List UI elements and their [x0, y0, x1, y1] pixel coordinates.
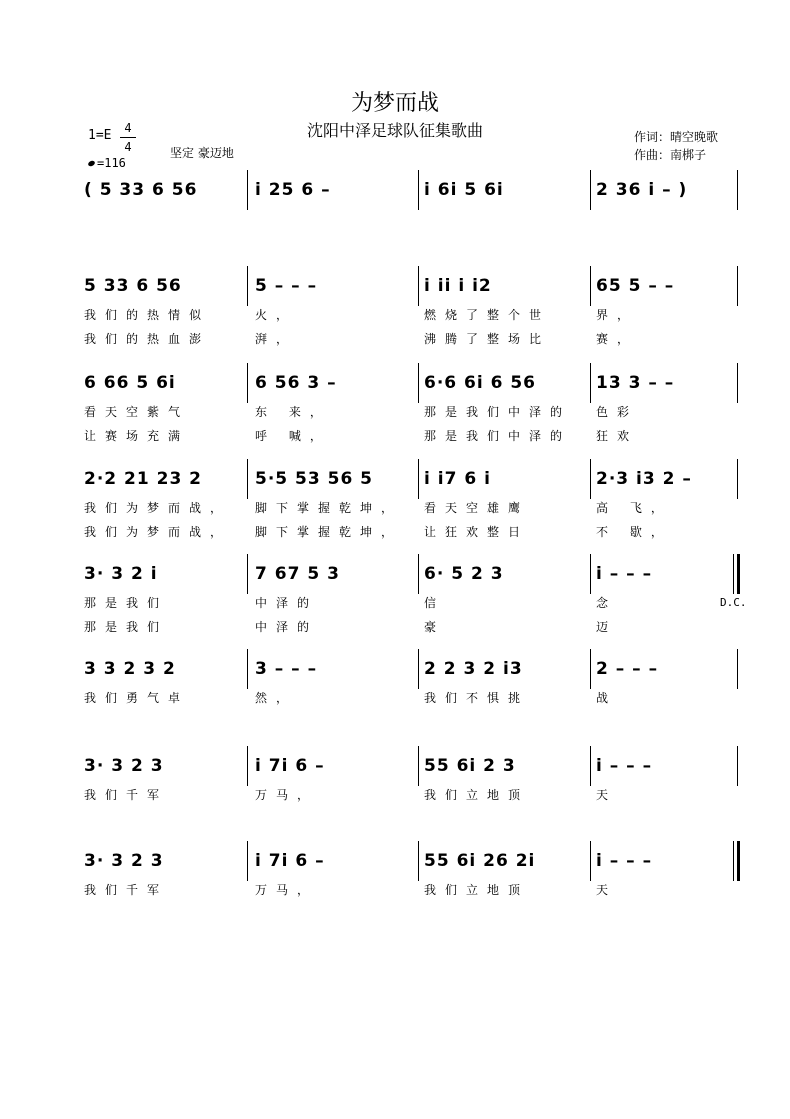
- lyric-text: 我们的热情似: [84, 308, 211, 322]
- barline: [737, 459, 738, 499]
- lyric-text: 看天空紫气: [84, 405, 190, 419]
- lyric-text: 湃，: [255, 332, 298, 346]
- measure-notes: 3 3 2 3 2: [84, 659, 176, 679]
- lyric-text: 天: [596, 788, 618, 802]
- measure-notes: 2 36 i – ): [596, 180, 688, 200]
- lyric-text: 那是我们: [84, 620, 169, 634]
- lyric-text: 沸腾了整场比: [424, 332, 551, 346]
- barline: [737, 363, 738, 403]
- lyric-text: 万马，: [255, 788, 319, 802]
- measure-notes: i ii i i2: [424, 276, 492, 296]
- lyric-text: 然，: [255, 691, 298, 705]
- measure-notes: 6·6 6i 6 56: [424, 373, 537, 393]
- measure-notes: i – – –: [596, 564, 653, 584]
- barline: [418, 554, 419, 594]
- lyric-text: 看天空雄鹰: [424, 501, 530, 515]
- song-title: 为梦而战: [350, 91, 439, 116]
- lyric-text: 我们立地顶: [424, 788, 530, 802]
- lyric-text: 脚下掌握乾坤，: [255, 525, 403, 539]
- barline: [590, 266, 591, 306]
- barline: [247, 841, 248, 881]
- lyric-text: 我们为梦而战，: [84, 525, 232, 539]
- lyric-text: 呼 喊，: [255, 429, 331, 443]
- lyric-text: 我们立地顶: [424, 883, 530, 897]
- lyric-text: 东 来，: [255, 405, 331, 419]
- lyric-text: 我们为梦而战，: [84, 501, 232, 515]
- barline: [418, 266, 419, 306]
- lyric-text: 高 飞，: [596, 501, 672, 515]
- barline: [590, 554, 591, 594]
- measure-notes: 2 – – –: [596, 659, 659, 679]
- lyric-text: 让狂欢整日: [424, 525, 530, 539]
- barline: [737, 554, 740, 594]
- lyric-text: 我们千军: [84, 883, 169, 897]
- lyric-text: 迈: [596, 620, 618, 634]
- tempo-marking: [88, 156, 126, 170]
- lyric-text: 战: [596, 691, 618, 705]
- barline: [247, 363, 248, 403]
- lyric-text: 那是我们中泽的: [424, 405, 572, 419]
- measure-notes: 2·3 i3 2 –: [596, 469, 692, 489]
- time-signature: [120, 120, 136, 155]
- lyric-text: 那是我们: [84, 596, 169, 610]
- measure-notes: 5 – – –: [255, 276, 318, 296]
- measure-notes: 3· 3 2 3: [84, 851, 164, 871]
- key-signature: 1=E: [88, 128, 112, 143]
- lyric-text: 万马，: [255, 883, 319, 897]
- measure-notes: 6· 5 2 3: [424, 564, 504, 584]
- measure-notes: i 6i 5 6i: [424, 180, 504, 200]
- barline: [590, 746, 591, 786]
- barline: [418, 170, 419, 210]
- barline: [737, 266, 738, 306]
- tempo-value: =116: [97, 156, 126, 170]
- barline: [590, 459, 591, 499]
- measure-notes: i – – –: [596, 851, 653, 871]
- measure-notes: 2·2 21 23 2: [84, 469, 203, 489]
- measure-notes: i 7i 6 –: [255, 756, 325, 776]
- lyric-text: 我们的热血澎: [84, 332, 211, 346]
- expression-marking: 坚定 豪迈地: [170, 146, 234, 160]
- lyric-text: 让赛场充满: [84, 429, 190, 443]
- measure-notes: 2 2 3 2 i3: [424, 659, 523, 679]
- song-subtitle: 沈阳中泽足球队征集歌曲: [306, 121, 483, 140]
- barline: [418, 649, 419, 689]
- measure-notes: 65 5 – –: [596, 276, 675, 296]
- barline: [247, 554, 248, 594]
- measure-notes: ( 5 33 6 56: [84, 180, 198, 200]
- lyricist-credit: 作词：晴空晚歌: [634, 130, 719, 144]
- barline: [590, 363, 591, 403]
- barline: [247, 459, 248, 499]
- final-barline: [733, 841, 734, 881]
- barline: [737, 649, 738, 689]
- lyric-text: 狂欢: [596, 429, 639, 443]
- lyric-text: 我们不惧挑: [424, 691, 530, 705]
- measure-notes: 3· 3 2 i: [84, 564, 158, 584]
- barline: [247, 170, 248, 210]
- barline: [590, 170, 591, 210]
- lyric-text: 赛，: [596, 332, 639, 346]
- lyric-text: 不 歇，: [596, 525, 672, 539]
- lyric-text: 念: [596, 596, 618, 610]
- measure-notes: 5 33 6 56: [84, 276, 182, 296]
- lyric-text: 中泽的: [255, 620, 319, 634]
- time-signature-bottom: 4: [124, 140, 132, 154]
- lyric-text: 信: [424, 596, 446, 610]
- measure-notes: 6 56 3 –: [255, 373, 337, 393]
- measure-notes: 6 66 5 6i: [84, 373, 176, 393]
- barline: [737, 746, 738, 786]
- lyric-text: 火，: [255, 308, 298, 322]
- barline: [247, 649, 248, 689]
- barline: [418, 841, 419, 881]
- barline: [418, 746, 419, 786]
- measure-notes: 13 3 – –: [596, 373, 675, 393]
- measure-notes: i 7i 6 –: [255, 851, 325, 871]
- final-barline: [733, 554, 734, 594]
- composer-credit: 作曲：南梆子: [634, 148, 707, 162]
- lyric-text: 脚下掌握乾坤，: [255, 501, 403, 515]
- lyric-text: 燃烧了整个世: [424, 308, 551, 322]
- time-signature-top: 4: [124, 121, 132, 135]
- barline: [247, 746, 248, 786]
- barline: [418, 459, 419, 499]
- barline: [737, 170, 738, 210]
- da-capo-marking: D.C.: [720, 596, 747, 609]
- measure-notes: i i7 6 i: [424, 469, 491, 489]
- lyric-text: 豪: [424, 620, 446, 634]
- barline: [737, 841, 740, 881]
- lyric-text: 中泽的: [255, 596, 319, 610]
- lyric-text: 天: [596, 883, 618, 897]
- measure-notes: i – – –: [596, 756, 653, 776]
- lyric-text: 我们勇气卓: [84, 691, 190, 705]
- measure-notes: 5·5 53 56 5: [255, 469, 374, 489]
- lyric-text: 我们千军: [84, 788, 169, 802]
- quarter-note-icon: [87, 160, 95, 167]
- measure-notes: 3 – – –: [255, 659, 318, 679]
- barline: [590, 841, 591, 881]
- lyric-text: 那是我们中泽的: [424, 429, 572, 443]
- lyric-text: 色彩: [596, 405, 639, 419]
- barline: [418, 363, 419, 403]
- measure-notes: 55 6i 2 3: [424, 756, 516, 776]
- measure-notes: 55 6i 26 2i: [424, 851, 536, 871]
- measure-notes: i 25 6 –: [255, 180, 331, 200]
- barline: [247, 266, 248, 306]
- measure-notes: 7 67 5 3: [255, 564, 340, 584]
- measure-notes: 3· 3 2 3: [84, 756, 164, 776]
- barline: [590, 649, 591, 689]
- lyric-text: 界，: [596, 308, 639, 322]
